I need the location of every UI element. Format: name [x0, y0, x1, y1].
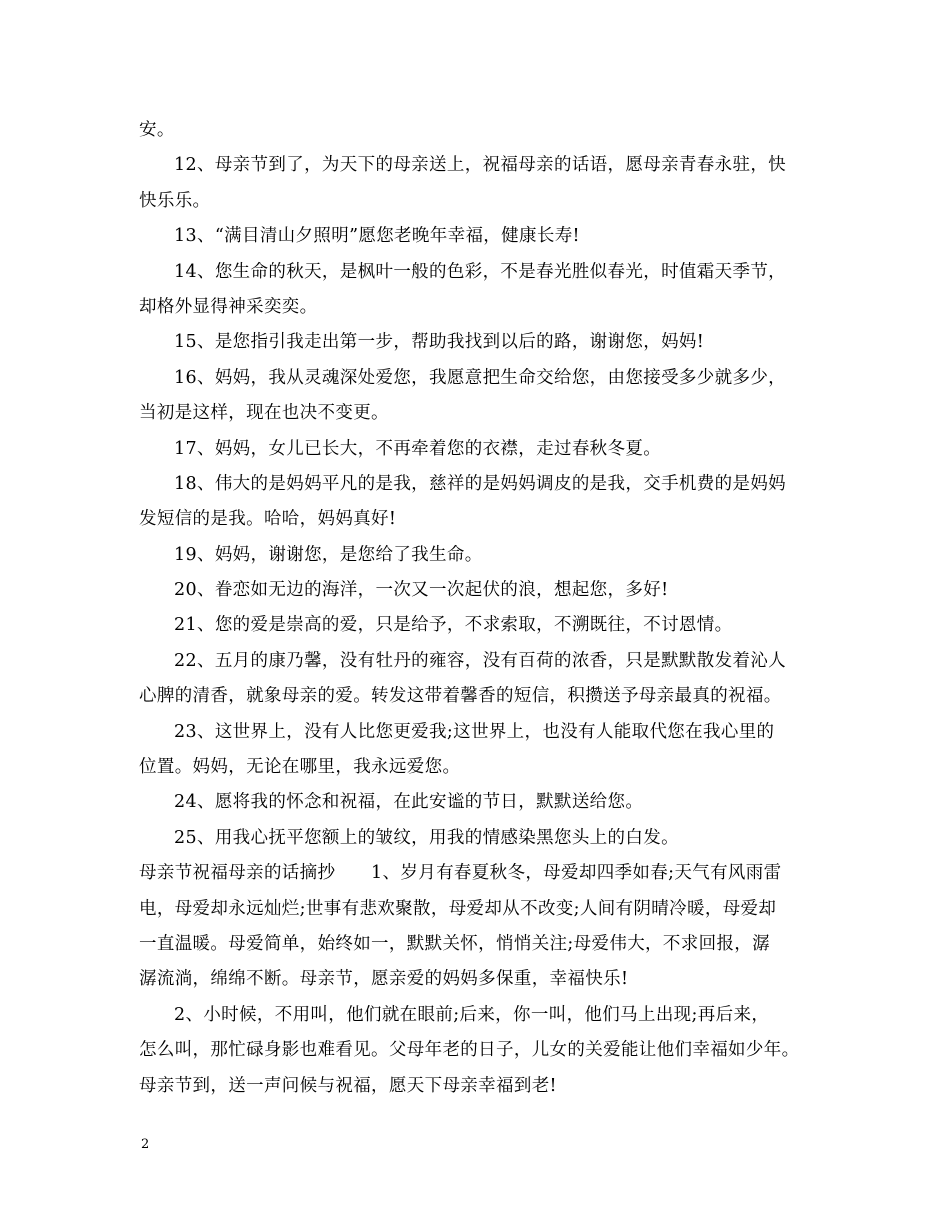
text-line: 潺流淌，绵绵不断。母亲节，愿亲爱的妈妈多保重，幸福快乐! [139, 969, 629, 990]
text-line: 24、愿将我的怀念和祝福，在此安谧的节日，默默送给您。 [174, 792, 644, 813]
text-line: 2、小时候，不用叫，他们就在眼前;后来，你一叫，他们马上出现;再后来， [174, 1004, 770, 1025]
text-line: 15、是您指引我走出第一步，帮助我找到以后的路，谢谢您，妈妈! [174, 332, 705, 353]
text-line: 发短信的是我。哈哈，妈妈真好! [139, 509, 397, 530]
text-line: 21、您的爱是崇高的爱，只是给予，不求索取，不溯既往，不讨恩情。 [174, 615, 733, 636]
text-line: 25、用我心抚平您额上的皱纹，用我的情感染黑您头上的白发。 [174, 827, 679, 848]
text-line: 快乐乐。 [139, 190, 211, 211]
text-line: 当初是这样，现在也决不变更。 [139, 403, 389, 424]
text-line: 怎么叫，那忙碌身影也难看见。父母年老的日子，儿女的关爱能让他们幸福如少年。 [139, 1040, 800, 1061]
text-line: 22、五月的康乃馨，没有牡丹的雍容，没有百荷的浓香，只是默默散发着沁人 [174, 650, 787, 671]
text-line: 13、“满目清山夕照明”愿您老晚年幸福，健康长寿! [174, 226, 580, 247]
text-line: 电，母爱却永远灿烂;世事有悲欢聚散，母爱却从不改变;人间有阴晴冷暖，母爱却 [139, 898, 777, 919]
text-line: 19、妈妈，谢谢您，是您给了我生命。 [174, 544, 483, 565]
text-line: 心脾的清香，就象母亲的爱。转发这带着馨香的短信，积攒送予母亲最真的祝福。 [139, 686, 782, 707]
text-line: 一直温暖。母爱简单，始终如一，默默关怀，悄悄关注;母爱伟大，不求回报，潺 [139, 933, 770, 954]
text-line: 却格外显得神采奕奕。 [139, 296, 318, 317]
text-line: 17、妈妈，女儿已长大，不再牵着您的衣襟，走过春秋冬夏。 [174, 438, 662, 459]
text-line: 23、这世界上，没有人比您更爱我;这世界上，也没有人能取代您在我心里的 [174, 721, 775, 742]
text-line: 12、母亲节到了，为天下的母亲送上，祝福母亲的话语，愿母亲青春永驻，快 [174, 155, 787, 176]
document-body [139, 113, 815, 1104]
text-line: 20、眷恋如无边的海洋，一次又一次起伏的浪，想起您，多好! [174, 580, 669, 601]
text-line: 母亲节到，送一声问候与祝福，愿天下母亲幸福到老! [139, 1075, 557, 1096]
page-number: 2 [141, 1137, 150, 1152]
text-line: 14、您生命的秋天，是枫叶一般的色彩，不是春光胜似春光，时值霜天季节， [174, 261, 787, 282]
text-line: 安。 [139, 120, 175, 140]
text-line: 18、伟大的是妈妈平凡的是我，慈祥的是妈妈调皮的是我，交手机费的是妈妈 [174, 473, 787, 494]
text-line: 位置。妈妈，无论在哪里，我永远爱您。 [139, 757, 461, 778]
text-line: 母亲节祝福母亲的话摘抄 1、岁月有春夏秋冬，母爱却四季如春;天气有风雨雷 [139, 863, 782, 884]
text-line: 16、妈妈，我从灵魂深处爱您，我愿意把生命交给您，由您接受多少就多少， [174, 367, 787, 388]
